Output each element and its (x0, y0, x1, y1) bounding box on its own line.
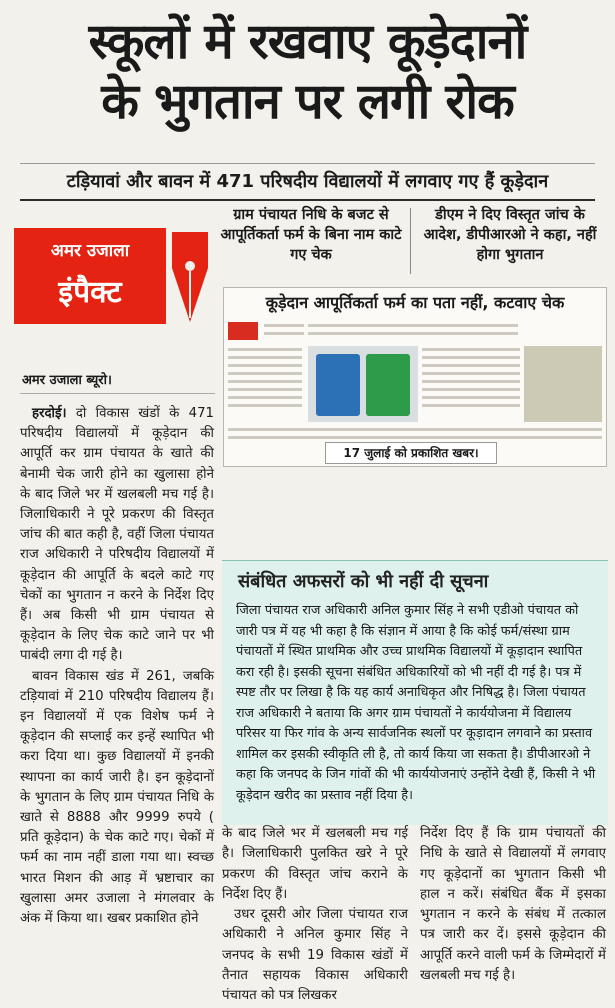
clipping-text-line (422, 396, 520, 399)
clipping-headline: कूड़ेदान आपूर्तिकर्ता फर्म का पता नहीं, कटवाए चेक (265, 293, 565, 312)
sidebar-text: जिला पंचायत राज अधिकारी अनिल कुमार सिंह ने सभी एडीओ पंचायत को जारी पत्र में यह भी कहा है कि संज्ञान में आया है कि कोई फर्म/संस्था ग्राम पंचायतों में स्थित प्राथमिक और उच्च प्राथमिक विद्यालयों में कूड़ादान स्थापित करा रही है। इसकी सूचना संबंधित अधिकारियों को भी नहीं दी गई है। पत्र में स्पष्ट तौर पर लिखा है कि यह कार्य अनाधिकृत और निषिद्ध है। जिला पंचायत राज अधिकारी ने बताया कि अगर ग्राम पंचायतों ने कार्ययोजना में विद्यालय परिसर या फिर गांव के अन्य सार्वजनिक स्थलों पर कूड़ादान लगवाने का प्रस्ताव शामिल कर इसकी स्वीकृति ली है, तो कार्य किया जा सकता है। डीपीआरओ ने कहा कि जनपद के जिन गांवों की भी कार्ययोजनाएं उन्होंने देखी हैं, किसी ने भी कूड़ेदान खरीद का प्रस्ताव नहीं दिया है। (236, 603, 596, 803)
clipping-text-line (228, 428, 602, 431)
deck-left: ग्राम पंचायत निधि के बजट से आपूर्तिकर्ता फर्म के बिना नाम काटे गए चेक (220, 207, 402, 263)
clipping-logo (228, 322, 258, 340)
headline-line-1: स्कूलों में रखवाए कूड़ेदानों (88, 13, 527, 70)
clipping-text-line (228, 388, 302, 391)
fence-photo (524, 346, 602, 422)
dateline: हरदोई। (32, 406, 67, 421)
article-paragraph: बावन विकास खंड में 261, जबकि टड़ियावां में 210 परिषदीय विद्यालय हैं। इन विद्यालयों में एक विशेष फर्म ने कूड़ेदान की सप्लाई कर इन्हें स्थापित भी करा दिया था। कुछ विद्यालयों में इनकी स्थापना का कार्य जारी है। इन कूड़ेदानों के भुगतान के लिए ग्राम पंचायत निधि के खाते से 8888 और 9999 रुपये ( प्रति कूड़ेदान) के चेक काटे गए। चेकों में फर्म का नाम नहीं डाला गया था। स्वच्छ भारत मिशन की आड़ में भ्रष्टाचार का खुलासा अमर उजाला ने मंगलवार के अंक में किया था। खबर प्रकाशित होने (20, 668, 214, 927)
deck-right: डीएम ने दिए विस्तृत जांच के आदेश, डीपीआरओ ने कहा, नहीं होगा भुगतान (423, 207, 597, 263)
clipping-text-line (228, 396, 302, 399)
clipping-text-line (422, 380, 520, 383)
article-body-left (20, 404, 214, 929)
clipping-text-line (228, 436, 602, 439)
clipping-text-line (228, 356, 302, 359)
clipping-text-line (228, 404, 302, 407)
clipping-text-line (228, 380, 302, 383)
clipping-text-line (308, 324, 518, 327)
divider (20, 163, 595, 164)
clipping-text-line (422, 404, 520, 407)
divider (20, 393, 215, 394)
article-paragraph: निर्देश दिए हैं कि ग्राम पंचायतों की निधि के खाते से विद्यालयों में लगवाए गए कूड़ेदानों का भुगतान किसी भी हाल न करें। संबंधित बैंक में इसका भुगतान न करने के संबंध में तत्काल पत्र जारी कर दें। इससे कूड़ेदान की आपूर्ति करने वाली फर्म के जिम्मेदारों में खलबली मच गई है। (420, 826, 606, 984)
headline-line-2: के भुगतान पर लगी रोक (101, 73, 514, 130)
logo-box (14, 228, 166, 324)
clipping-text-line (264, 324, 304, 327)
clipping-text-line (422, 348, 520, 351)
article-column-3 (420, 824, 606, 986)
byline: अमर उजाला ब्यूरो। (22, 373, 112, 388)
article-paragraph: उधर दूसरी ओर जिला पंचायत राज अधिकारी ने अनिल कुमार सिंह ने जनपद के सभी 19 विकास खंडों में तैनात सहायक विकास अधिकारी पंचायत को पत्र लिखकर (222, 907, 408, 1004)
blue-dustbin (316, 354, 360, 416)
clipping-text-line (422, 356, 520, 359)
clipping-text-line (422, 388, 520, 391)
clipping-text-line (228, 372, 302, 375)
article-paragraph (20, 404, 214, 667)
sidebar-box (222, 560, 608, 825)
green-dustbin (366, 354, 410, 416)
dustbins-photo (308, 346, 418, 422)
divider (20, 199, 595, 201)
paragraph-text: दो विकास खंडों के 471 परिषदीय विद्यालयों में कूड़ेदान की आपूर्ति कर ग्राम पंचायत के खाते की बेनामी चेक जारी होने का खुलासा होने के बाद जिले भर में खलबली मच गई है। जिलाधिकारी ने पूरे प्रकरण की विस्तृत जांच की बात कही है, वहीं जिला पंचायत राज अधिकारी ने परिषदीय विद्यालयों में कूड़ेदान की आपूर्ति के बदले काटे गए चेकों का भुगतान न करने के निर्देश दिए हैं। अब किसी भी ग्राम पंचायत से कूड़ेदान के लिए चेक काटे जाने पर भी पाबंदी लगा दी गई है। (20, 406, 215, 664)
clipping-text-line (422, 372, 520, 375)
clipping-caption: 17 जुलाई को प्रकाशित खबर। (325, 442, 497, 464)
pen-nib-icon (168, 232, 212, 322)
clipping-text-line (228, 348, 302, 351)
clipping-text-line (228, 364, 302, 367)
sidebar-title: संबंधित अफसरों को भी नहीं दी सूचना (238, 571, 489, 592)
previous-news-clipping (223, 287, 607, 467)
subheadline: टड़ियावां और बावन में 471 परिषदीय विद्यालयों में लगवाए गए हैं कूड़ेदान (66, 171, 549, 192)
main-headline (0, 12, 615, 132)
clipping-text-line (422, 364, 520, 367)
logo-tagline: इंपैक्ट (58, 275, 122, 310)
article-paragraph: के बाद जिले भर में खलबली मच गई है। जिलाधिकारी पुलकित खरे ने पूरे प्रकरण की विस्तृत जांच कराने के निर्देश दिए हैं। (222, 826, 408, 902)
article-column-2 (222, 824, 408, 1007)
clipping-text-line (264, 332, 304, 335)
amar-ujala-impact-logo (14, 228, 214, 326)
clipping-text-line (308, 332, 518, 335)
logo-name: अमर उजाला (50, 241, 130, 261)
divider (410, 208, 411, 274)
